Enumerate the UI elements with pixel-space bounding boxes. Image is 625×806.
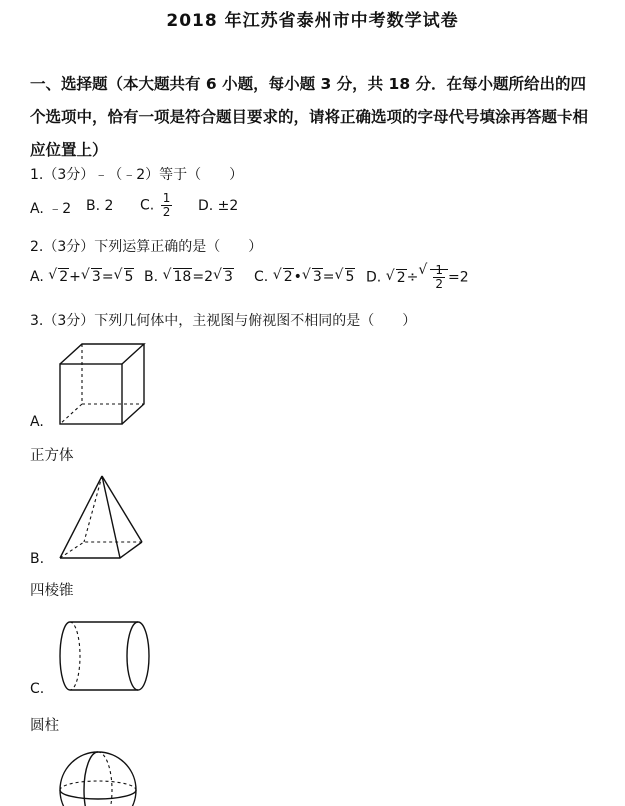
q2-option-a-sqrt-3 xyxy=(115,269,135,285)
q2-option-d-sqrt-fraction xyxy=(419,264,448,291)
sphere-figure xyxy=(56,748,146,806)
pyramid-base-hidden xyxy=(60,542,142,558)
radicand: 2 xyxy=(59,269,69,285)
q2-option-b-sqrt-1 xyxy=(164,269,193,285)
radicand: 18 xyxy=(173,269,192,285)
sphere-outline xyxy=(60,752,136,806)
q1-option-c-denominator: 2 xyxy=(162,205,171,219)
q2-option-c-sqrt-3 xyxy=(336,269,356,285)
cylinder-hidden-arc xyxy=(70,622,80,690)
pyramid-edge-right xyxy=(102,476,142,542)
q2-option-c-sqrt-2 xyxy=(303,269,323,285)
pyramid-edge-hidden xyxy=(84,476,102,542)
divide-sign: ÷ xyxy=(406,269,419,286)
cylinder-figure xyxy=(56,616,156,696)
q1-option-c-numerator: 1 xyxy=(162,191,171,205)
equals-sign: = xyxy=(322,269,335,285)
q2-option-a-sqrt-1 xyxy=(49,269,69,285)
cube-right-edge xyxy=(122,344,144,424)
q1-option-c-label: C. xyxy=(140,197,155,214)
cube-figure xyxy=(52,338,158,430)
radicand: 3 xyxy=(91,269,101,285)
page-title: 2018 年江苏省泰州市中考数学试卷 xyxy=(166,11,459,31)
q2-option-c-label: C. xyxy=(254,269,269,285)
cylinder-right-face xyxy=(127,622,149,690)
sphere-equator-back xyxy=(60,781,136,790)
radicand: 2 xyxy=(283,269,293,285)
q3-option-c-label: C. xyxy=(30,681,45,697)
q3-option-a-name: 正方体 xyxy=(30,448,74,464)
q2-option-c-sqrt-1 xyxy=(274,269,294,285)
cube-top-face xyxy=(60,344,144,364)
radicand xyxy=(430,263,448,291)
q3-option-b-name: 四棱锥 xyxy=(30,583,74,599)
cube-hidden-depth xyxy=(60,404,82,424)
q2-option-b-label: B. xyxy=(144,269,159,285)
equals-two: =2 xyxy=(192,269,213,285)
question-1-stem: 1.（3分）﹣（﹣2）等于（ ） xyxy=(30,167,244,183)
cylinder-left-arc xyxy=(60,622,70,690)
q2-option-d xyxy=(366,264,469,291)
dot-operator: • xyxy=(293,269,302,285)
q2-option-c xyxy=(254,269,355,285)
q2-option-d-label: D. xyxy=(366,269,382,286)
q1-option-d: D. ±2 xyxy=(198,198,239,214)
q2-option-d-fraction xyxy=(433,264,445,291)
numerator: √ 1 xyxy=(435,263,443,277)
pyramid-figure xyxy=(52,472,148,564)
q2-option-a-sqrt-2 xyxy=(82,269,102,285)
radicand: 2 xyxy=(396,269,406,286)
q1-option-c xyxy=(140,192,174,219)
radicand: 3 xyxy=(223,269,233,285)
q2-option-a xyxy=(30,269,134,285)
q3-option-a-label: A. xyxy=(30,414,44,430)
q2-option-a-label: A. xyxy=(30,269,44,285)
q1-option-c-fraction xyxy=(161,192,173,219)
q2-option-b xyxy=(144,269,234,285)
question-2-stem: 2.（3分）下列运算正确的是（ ） xyxy=(30,239,263,255)
q2-option-d-sqrt-1 xyxy=(387,270,407,286)
q1-option-b: B. 2 xyxy=(86,198,114,214)
q3-option-b-label: B. xyxy=(30,551,45,567)
plus-sign: + xyxy=(69,269,81,285)
pyramid-edge-left xyxy=(60,476,102,558)
pyramid-edge-front xyxy=(102,476,120,558)
sphere-equator-front xyxy=(60,790,136,799)
section-heading: 一、选择题（本大题共有 6 小题，每小题 3 分，共 18 分．在每小题所给出的四个选项中，恰有一项是符合题目要求的，请将正确选项的字母代号填涂再答题卡相应位置上） xyxy=(30,75,589,159)
radicand: 3 xyxy=(312,269,322,285)
q1-option-a: A. ﹣2 xyxy=(30,201,72,217)
question-3-stem: 3.（3分）下列几何体中，主视图与俯视图不相同的是（ ） xyxy=(30,313,417,329)
radicand: 5 xyxy=(124,269,134,285)
q3-option-c-name: 圆柱 xyxy=(30,718,59,734)
q2-option-b-sqrt-2 xyxy=(214,269,234,285)
cube-front-face xyxy=(60,364,122,424)
denominator: 2 xyxy=(435,277,443,291)
equals-sign: = xyxy=(101,269,114,285)
equals-two: =2 xyxy=(447,269,469,286)
radicand: 5 xyxy=(345,269,355,285)
